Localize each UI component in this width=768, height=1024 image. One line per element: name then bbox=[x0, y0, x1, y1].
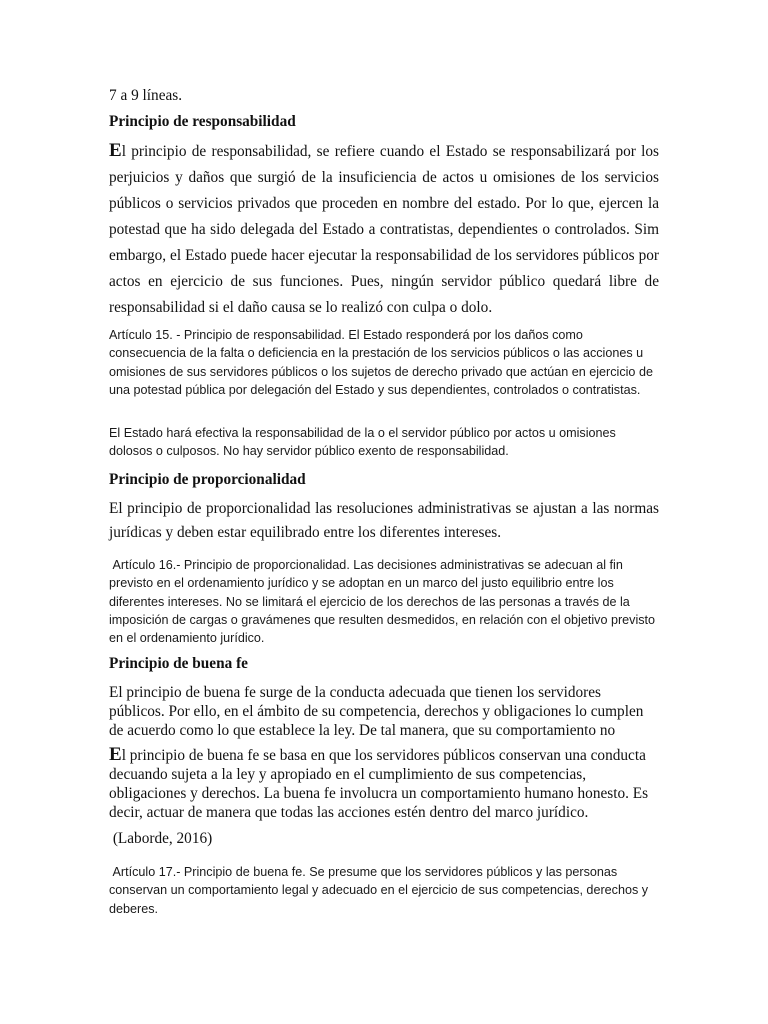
citation: (Laborde, 2016) bbox=[109, 830, 213, 847]
article-17: Artículo 17.- Principio de buena fe. Se presume que los servidores públicos y las personas conservan un comportamiento legal y adecuado en el ejercicio de sus competencias, derechos y deberes. bbox=[109, 865, 652, 916]
paragraph-proporcionalidad: El principio de proporcionalidad las resoluciones administrativas se ajustan a las normas jurídicas y deben estar equilibrado entre los diferentes intereses. bbox=[109, 500, 659, 541]
paragraph-buena-fe-2 bbox=[109, 745, 659, 822]
heading-buena-fe: Principio de buena fe bbox=[109, 655, 248, 672]
paragraph-first-letter: E bbox=[109, 140, 122, 161]
paragraph-first-letter: E bbox=[109, 744, 122, 765]
paragraph-text: l principio de buena fe se basa en que los servidores públicos conservan una conducta decuando sujeta a la ley y apropiado en el cumplimiento de sus competencias, obligaciones y derechos. La buena fe involucra un comportamiento humano honesto. Es decir, actuar de manera que todas las acciones estén dentro del marco jurídico. bbox=[109, 747, 649, 821]
paragraph-responsabilidad bbox=[109, 139, 659, 321]
heading-proporcionalidad: Principio de proporcionalidad bbox=[109, 471, 306, 488]
heading-responsabilidad: Principio de responsabilidad bbox=[109, 113, 296, 130]
article-15: Artículo 15. - Principio de responsabilidad. El Estado responderá por los daños como consecuencia de la falta o deficiencia en la prestación de los servicios públicos o las acciones u omisiones de sus servidores públicos o los sujetos de derecho privado que actúan en ejercicio de una potestad pública por delegación del Estado y sus dependientes, controlados o contratistas. bbox=[109, 328, 653, 397]
intro-line: 7 a 9 líneas. bbox=[109, 87, 183, 104]
article-16: Artículo 16.- Principio de proporcionalidad. Las decisiones administrativas se adecuan al fin previsto en el ordenamiento jurídico y se adoptan en un marco del justo equilibrio entre los diferentes intereses. No se limitará el ejercicio de los derechos de las personas a través de la imposición de cargas o gravámenes que resulten desmedidos, en relación con el objetivo previsto en el ordenamiento jurídico. bbox=[109, 558, 659, 646]
article-15-continued: El Estado hará efectiva la responsabilidad de la o el servidor público por actos u omisiones dolosos o culposos. No hay servidor público exento de responsabilidad. bbox=[109, 426, 616, 459]
paragraph-buena-fe: El principio de buena fe surge de la conducta adecuada que tienen los servidores públicos. Por ello, en el ámbito de su competencia, derechos y obligaciones lo cumplen de acuerdo como lo que establece la ley. De tal manera, que su comportamiento no bbox=[109, 684, 644, 739]
paragraph-text: l principio de responsabilidad, se refiere cuando el Estado se responsabilizará por los perjuicios y daños que surgió de la insuficiencia de actos u omisiones de los servicios públicos o servicios privados que proceden en nombre del estado. Por lo que, ejercen la potestad que ha sido delegada del Estado a contratistas, dependientes o controlados. Sim embargo, el Estado puede hacer ejecutar la responsabilidad de los servidores públicos por actos en ejercicio de sus funciones. Pues, ningún servidor público quedará libre de responsabilidad si el daño causa se lo realizó con culpa o dolo. bbox=[109, 143, 659, 316]
